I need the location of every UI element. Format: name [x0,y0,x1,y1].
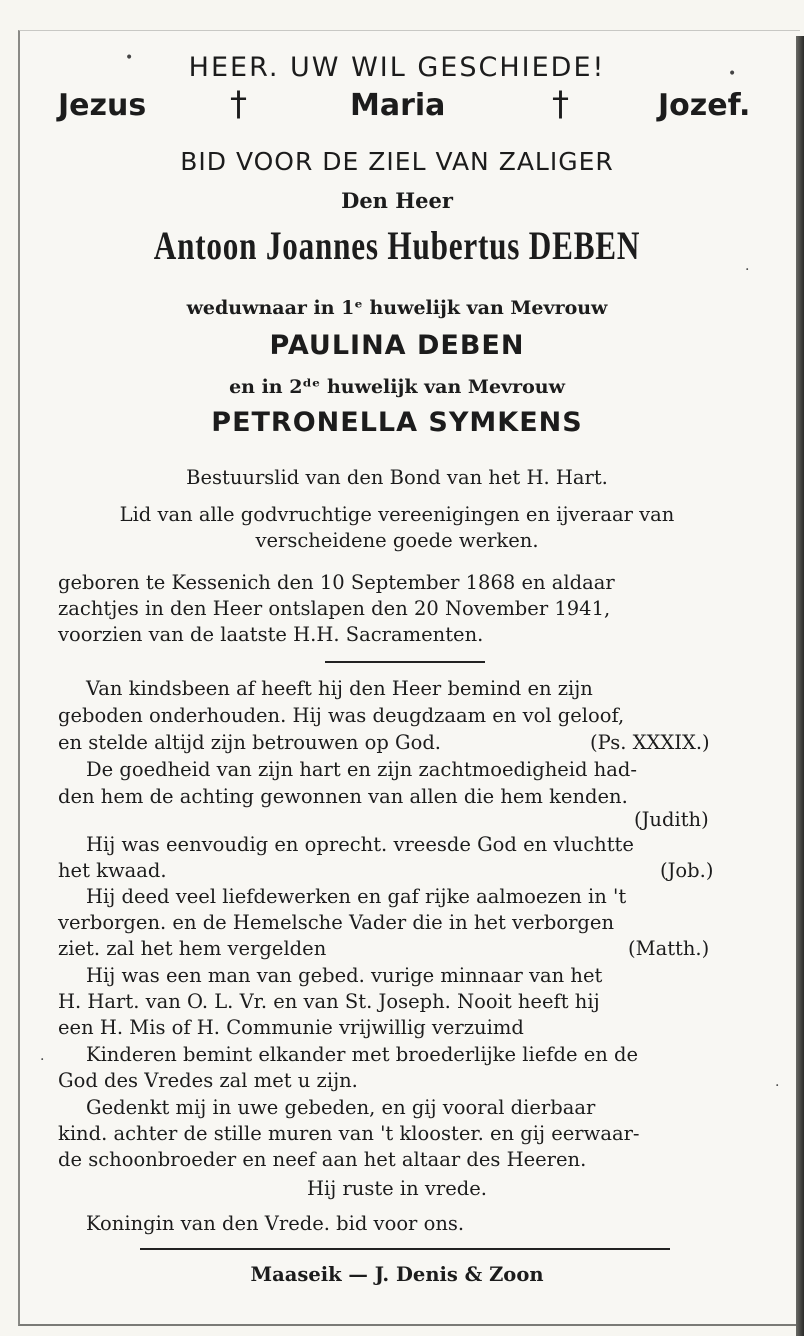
life-line: voorzien van de laatste H.H. Sacramenten. [58,623,484,646]
text-line: Kinderen bemint elkander met broederlijke liefde en de [86,1043,639,1066]
text-line: God des Vredes zal met u zijn. [58,1069,358,1092]
text-line: Hij was eenvoudig en oprecht. vreesde God en vluchtte [86,833,634,856]
rest-in-peace: Hij ruste in vrede. [306,1177,488,1200]
text-line: Hij was een man van gebed. vurige minnaar van het [86,964,603,987]
text-line: den hem de achting gewonnen van allen die hem kenden. [58,785,628,808]
prayer-request: BID VOOR DE ZIEL VAN ZALIGER [180,147,614,176]
print-speck: · [40,1052,45,1068]
text-line: de schoonbroeder en neef aan het altaar des Heeren. [58,1148,587,1171]
text-line: verborgen. en de Hemelsche Vader die in het verborgen [58,911,615,934]
print-speck: · [775,1078,780,1094]
text-line: Van kindsbeen af heeft hij den Heer bemind en zijn [86,677,593,700]
holy-names-row [40,84,770,138]
print-speck: • [728,66,737,82]
name-jozef: Jozef. [658,88,751,123]
second-spouse-name: PETRONELLA SYMKENS [211,407,583,438]
life-line: geboren te Kessenich den 10 September 1868 en aldaar [58,571,615,594]
first-marriage-line: weduwnaar in 1ᵉ huwelijk van Mevrouw [186,297,608,319]
printer-imprint: Maaseik — J. Denis & Zoon [250,1263,544,1286]
text-line: geboden onderhouden. Hij was deugdzaam en vol geloof, [58,704,625,727]
text-line: en stelde altijd zijn betrouwen op God. [58,731,442,754]
text-line: ziet. zal het hem vergelden [58,937,327,960]
print-speck: • [125,50,134,66]
cross-icon: † [230,84,247,124]
first-spouse-name: PAULINA DEBEN [269,330,525,361]
scripture-ref: (Job.) [660,859,714,882]
scripture-ref: (Ps. XXXIX.) [590,731,710,754]
text-line: Hij deed veel liefdewerken en gaf rijke aalmoezen in 't [86,885,627,908]
name-maria: Maria [350,88,446,123]
text-line: kind. achter de stille muren van 't klooster. en gij eerwaar- [58,1122,640,1145]
text-line: Gedenkt mij in uwe gebeden, en gij vooral dierbaar [86,1096,596,1119]
role-line: Lid van alle godvruchtige vereenigingen en ijveraar van [119,503,675,526]
deceased-name: Antoon Joannes Hubertus DEBEN [153,223,641,268]
text-line: een H. Mis of H. Communie vrijwillig verzuimd [58,1016,524,1039]
life-line: zachtjes in den Heer ontslapen den 20 November 1941, [58,597,611,620]
second-marriage-line: en in 2ᵈᵉ huwelijk van Mevrouw [229,376,565,398]
bottom-divider [140,1248,670,1250]
text-line: H. Hart. van O. L. Vr. en van St. Joseph. Nooit heeft hij [58,990,600,1013]
name-jezus: Jezus [58,88,147,123]
role-line: verscheidene goede werken. [255,529,539,552]
honorific: Den Heer [341,188,453,213]
divider [325,661,485,663]
closing-prayer: Koningin van den Vrede. bid voor ons. [86,1212,465,1235]
cross-icon: † [552,84,569,124]
scripture-ref: (Matth.) [628,937,710,960]
text-line: het kwaad. [58,859,167,882]
motto-header: HEER. UW WIL GESCHIEDE! [188,52,606,83]
print-speck: · [745,262,750,278]
text-line: De goedheid van zijn hart en zijn zachtmoedigheid had- [86,758,637,781]
role-line: Bestuurslid van den Bond van het H. Hart. [186,466,608,489]
scripture-ref: (Judith) [634,808,709,831]
